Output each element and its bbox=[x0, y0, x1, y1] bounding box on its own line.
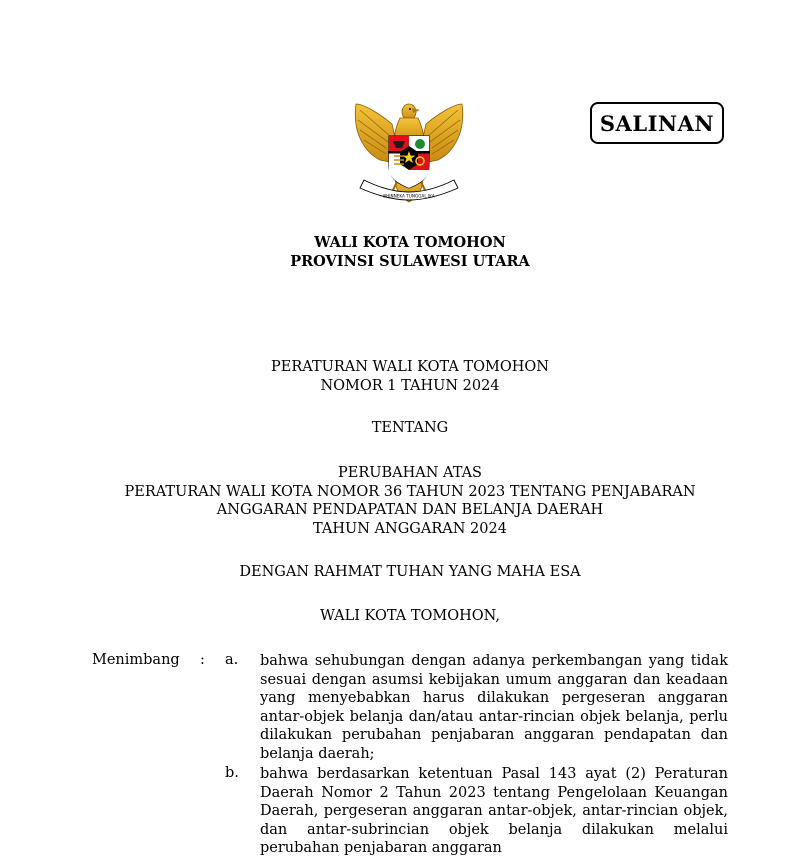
subject-line-1: PERUBAHAN ATAS bbox=[338, 465, 482, 481]
menimbang-colon: : bbox=[200, 652, 205, 668]
garuda-pancasila-emblem-icon bbox=[350, 96, 468, 214]
subject-line-4: TAHUN ANGGARAN 2024 bbox=[313, 520, 507, 537]
issuer-header bbox=[0, 233, 809, 271]
item-letter-b: b. bbox=[225, 765, 239, 781]
consideration-item-a: bahwa sehubungan dengan adanya perkembangan yang tidak sesuai dengan asumsi kebijakan umum anggaran dan keadaan yang menyebabkan harus dilakukan pergeseran anggaran antar-objek belanja dan/atau antar-rincian objek belanja, perlu dilakukan perubahan penjabaran anggaran pendapatan dan belanja daerah; bbox=[260, 653, 728, 762]
salinan-stamp: SALINAN bbox=[590, 102, 724, 144]
regulation-number: NOMOR 1 TAHUN 2024 bbox=[320, 377, 500, 394]
issuer-province: PROVINSI SULAWESI UTARA bbox=[290, 253, 530, 270]
subject-line-3: ANGGARAN PENDAPATAN DAN BELANJA DAERAH bbox=[216, 502, 604, 518]
consideration-item-b: bahwa berdasarkan ketentuan Pasal 143 ayat (2) Peraturan Daerah Nomor 2 Tahun 2023 tentang Pengelolaan Keuangan Daerah, pergeseran anggaran antar-objek, antar-rincian objek, dan antar-subrincian objek belanja dilakukan melalui perubahan penjabaran anggaran bbox=[260, 766, 728, 857]
regulation-title bbox=[0, 358, 809, 395]
subject-line-2: PERATURAN WALI KOTA NOMOR 36 TAHUN 2023 TENTANG PENJABARAN bbox=[124, 483, 696, 500]
item-letter-a: a. bbox=[225, 652, 239, 668]
rahmat-line: DENGAN RAHMAT TUHAN YANG MAHA ESA bbox=[239, 564, 581, 580]
issuer-title: WALI KOTA TOMOHON bbox=[314, 234, 506, 251]
wali-line: WALI KOTA TOMOHON, bbox=[319, 608, 501, 624]
regulation-subject bbox=[0, 464, 809, 538]
tentang-heading: TENTANG bbox=[371, 420, 449, 436]
emblem-motto: BHINNEKA TUNGGAL IKA bbox=[383, 193, 435, 199]
regulation-name: PERATURAN WALI KOTA TOMOHON bbox=[271, 359, 549, 375]
menimbang-label: Menimbang bbox=[92, 652, 180, 668]
